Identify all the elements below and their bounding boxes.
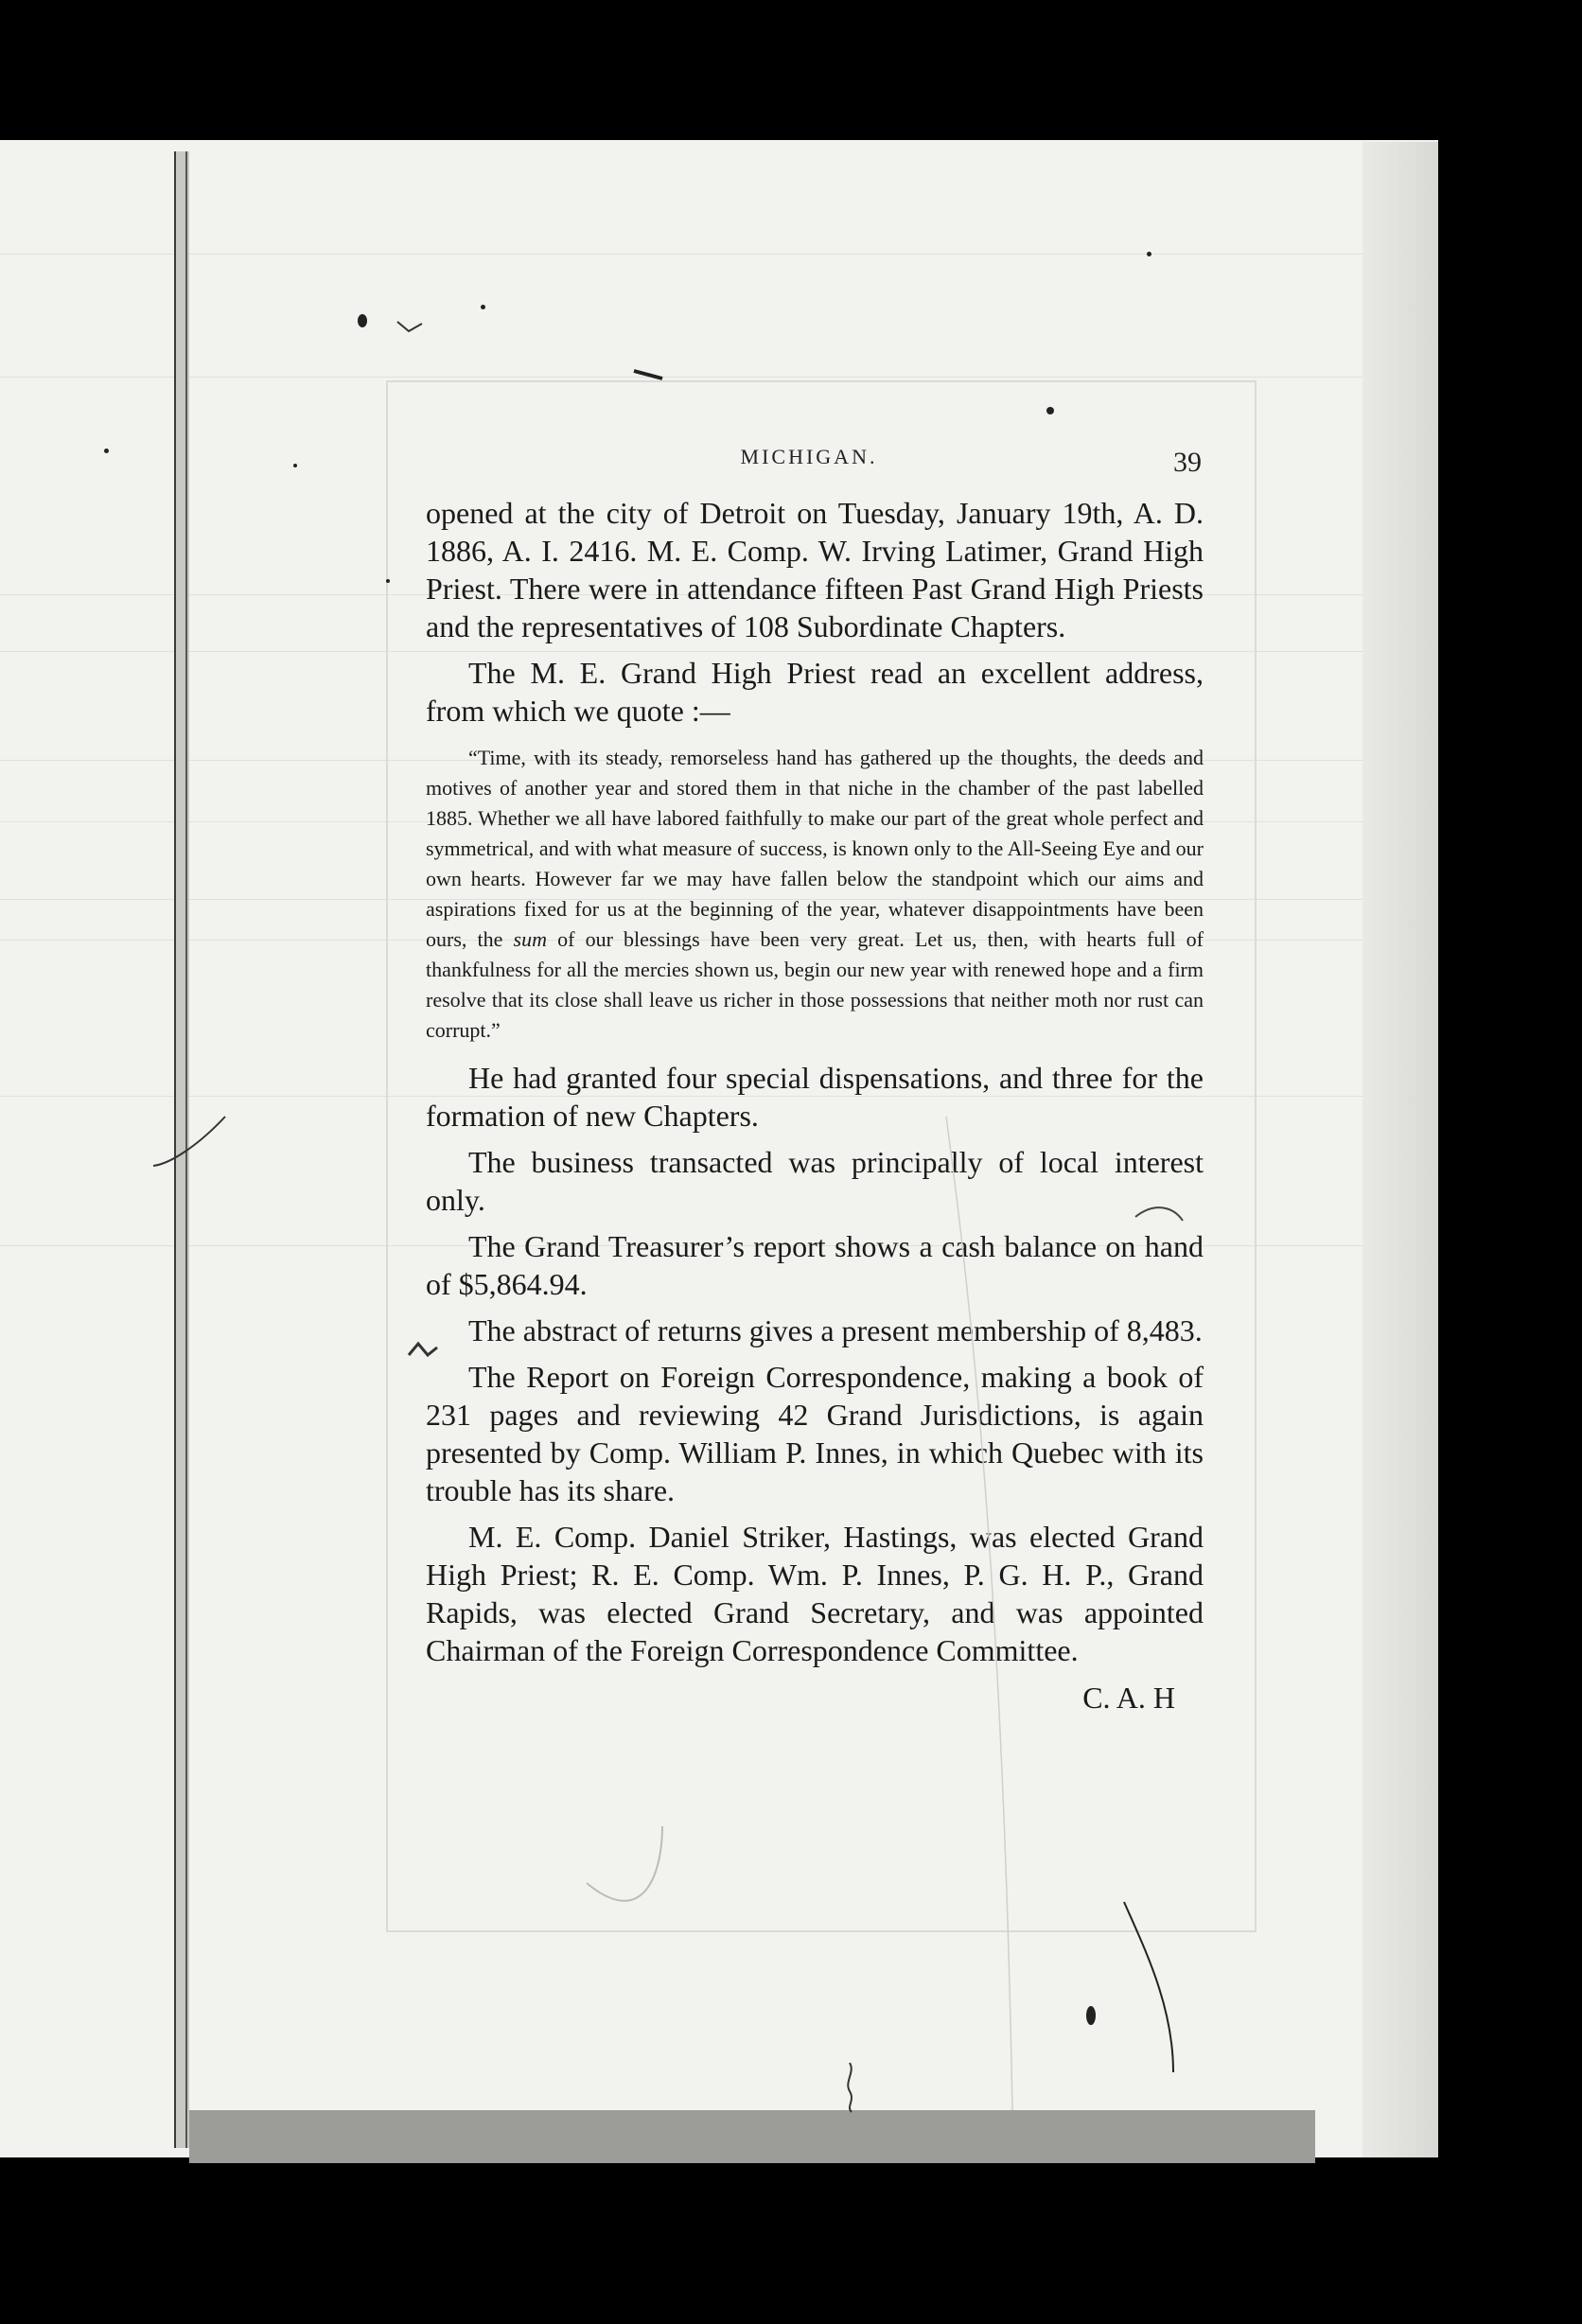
- page-number: 39: [1173, 447, 1202, 478]
- paragraph-dispensations: He had granted four special dispensations, and three for the formation of new Chapters.: [426, 1061, 1204, 1133]
- signature: C. A. H: [1082, 1681, 1175, 1715]
- paragraph-opening: opened at the city of Detroit on Tuesday, January 19th, A. D. 1886, A. I. 2416. M. E. Comp. W. Irving Latimer, Grand High Priest. There were in attendance fifteen Past Grand High Priests and the representatives of 108 Subordinate Chapters.: [426, 496, 1204, 643]
- paragraph-elections: M. E. Comp. Daniel Striker, Hastings, was elected Grand High Priest; R. E. Comp. Wm. P. Innes, P. G. H. P., Grand Rapids, was elected Grand Secretary, and was appointed Chairman of the Foreign Correspondence Committee.: [426, 1520, 1204, 1667]
- paragraph-business: The business transacted was principally of local interest only.: [426, 1145, 1204, 1217]
- running-title: MICHIGAN.: [740, 445, 878, 468]
- quote-text-end: of our blessings have been very great. Let us, then, with hearts full of thankfulness for all the mercies shown us, begin our new year with renewed hope and a firm resolve that its close shall leave us richer in those possessions that neither moth nor rust can corrupt.”: [426, 927, 1204, 1042]
- paragraph-foreign-correspondence: The Report on Foreign Correspondence, making a book of 231 pages and reviewing 42 Grand Jurisdictions, is again presented by Comp. William P. Innes, in which Quebec with its trouble has its share.: [426, 1360, 1204, 1507]
- paragraph-membership: The abstract of returns gives a present membership of 8,483.: [468, 1313, 1203, 1347]
- paragraph-treasurer: The Grand Treasurer’s report shows a cash balance on hand of $5,864.94.: [426, 1229, 1204, 1301]
- paragraph-address-intro: The M. E. Grand High Priest read an excellent address, from which we quote :—: [426, 656, 1204, 728]
- quote-italic-word: sum: [513, 927, 547, 951]
- quote-text-start: “Time, with its steady, remorseless hand has gathered up the thoughts, the deeds and motives of another year and stored them in that niche in the chamber of the past labelled 1885. Whether we all have labored faithfully to make our part of the great whole perfect and symmetrical, and with what measure of success, is known only to the All-Seeing Eye and our own hearts. However far we may have fallen below the standpoint which our aims and aspirations fixed for us at the beginning of the year, whatever disappointments have been ours, the: [426, 746, 1204, 951]
